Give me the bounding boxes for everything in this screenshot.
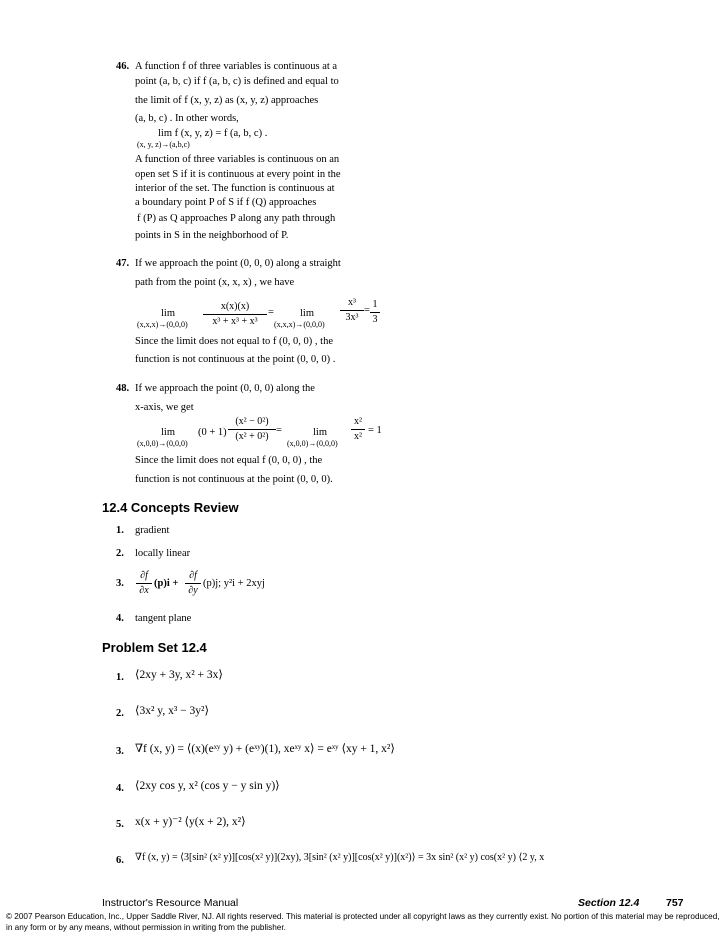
item-answer: ∇f (x, y) = ⟨(x)(eˣʸ y) + (eˣʸ)(1), xeˣʸ x⟩ = eˣʸ ⟨xy + 1, x²⟩ xyxy=(135,743,395,755)
equals-sign: = xyxy=(276,425,282,436)
item-answer: ⟨2xy + 3y, x² + 3x⟩ xyxy=(135,669,223,681)
item-number: 6. xyxy=(116,855,124,866)
item-number: 1. xyxy=(116,525,124,536)
denominator: 3 xyxy=(372,314,378,325)
limit-subscript: (x,x,x)→(0,0,0) xyxy=(274,320,325,329)
problem-text-line: f (P) as Q approaches P along any path through xyxy=(137,213,336,224)
footer-manual-title: Instructor's Resource Manual xyxy=(102,897,239,909)
item-number: 4. xyxy=(116,783,124,794)
problem-text-line: Since the limit does not equal f (0, 0, 0) , the xyxy=(135,455,323,466)
problem-text-line: A function of three variables is continuous on an xyxy=(135,154,340,165)
limit-word: lim xyxy=(161,427,176,438)
denominator: (x² + 0²) xyxy=(235,431,269,442)
numerator: x² xyxy=(354,416,362,427)
item-answer-part: (p)j; y²i + 2xyj xyxy=(203,578,265,589)
numerator: (x² − 0²) xyxy=(235,416,269,427)
item-number: 1. xyxy=(116,672,124,683)
problem-text-line: open set S if it is continuous at every point in the xyxy=(135,169,341,180)
section-heading: Problem Set 12.4 xyxy=(102,640,207,655)
fraction xyxy=(203,302,267,327)
limit-subscript: (x,0,0)→(0,0,0) xyxy=(287,439,338,448)
result: = 1 xyxy=(368,425,382,436)
factor: (0 + 1) xyxy=(198,427,227,438)
problem-text-line: point (a, b, c) if f (a, b, c) is defined and equal to xyxy=(135,76,339,87)
fraction xyxy=(340,298,364,323)
numerator: x(x)(x) xyxy=(220,301,250,312)
item-number: 5. xyxy=(116,819,124,830)
item-answer: ⟨2xy cos y, x² (cos y − y sin y)⟩ xyxy=(135,780,280,792)
fraction-bar xyxy=(228,429,276,430)
item-answer: locally linear xyxy=(135,548,191,559)
limit-expression: lim f (x, y, z) = f (a, b, c) . xyxy=(158,128,268,139)
fraction xyxy=(228,417,276,442)
limit-subscript: (x, y, z)→(a,b,c) xyxy=(137,140,190,149)
item-number: 2. xyxy=(116,708,124,719)
problem-text-line: path from the point (x, x, x) , we have xyxy=(135,277,295,288)
numerator: 1 xyxy=(372,299,378,310)
fraction-bar xyxy=(340,310,364,311)
denominator: 3x³ xyxy=(345,312,359,323)
item-answer: ∇f (x, y) = ⟨3[sin² (x² y)][cos(x² y)](2xy), 3[sin² (x² y)][cos(x² y)](x²)⟩ = 3x sin² (x² y) cos(x² y) ⟨2 y, x xyxy=(135,852,545,863)
item-number: 3. xyxy=(116,578,124,589)
problem-number: 47. xyxy=(116,258,130,269)
problem-text-line: If we approach the point (0, 0, 0) along a straight xyxy=(135,258,341,269)
problem-text-line: Since the limit does not equal to f (0, 0, 0) , the xyxy=(135,336,334,347)
limit-subscript: (x,0,0)→(0,0,0) xyxy=(137,439,188,448)
limit-word: lim xyxy=(161,308,176,319)
fraction xyxy=(351,417,365,442)
item-number: 2. xyxy=(116,548,124,559)
denominator: x² xyxy=(354,431,362,442)
fraction xyxy=(370,300,380,325)
numerator: ∂f xyxy=(140,570,148,581)
item-number: 3. xyxy=(116,746,124,757)
item-answer: gradient xyxy=(135,525,170,536)
numerator: ∂f xyxy=(189,570,197,581)
item-number: 4. xyxy=(116,613,124,624)
problem-text-line: a boundary point P of S if f (Q) approaches xyxy=(135,197,317,208)
fraction-bar xyxy=(370,312,380,313)
problem-text-line: A function f of three variables is continuous at a xyxy=(135,61,338,72)
problem-number: 46. xyxy=(116,61,130,72)
problem-text-line: interior of the set. The function is continuous at xyxy=(135,183,335,194)
fraction-bar xyxy=(351,429,365,430)
problem-text-line: function is not continuous at the point (0, 0, 0). xyxy=(135,474,333,485)
item-answer: ⟨3x² y, x³ − 3y²⟩ xyxy=(135,705,209,717)
partial-fraction xyxy=(185,571,201,596)
denominator: x³ + x³ + x³ xyxy=(212,316,258,327)
limit-word: lim xyxy=(300,308,315,319)
limit-word: lim xyxy=(313,427,328,438)
problem-text-line: (a, b, c) . In other words, xyxy=(135,113,239,124)
denominator: ∂x xyxy=(139,585,149,596)
fraction-bar xyxy=(203,314,267,315)
item-answer: x(x + y)⁻² ⟨y(x + 2), x²⟩ xyxy=(135,816,246,828)
equals-sign: = xyxy=(364,305,370,316)
problem-text-line: function is not continuous at the point (0, 0, 0) . xyxy=(135,354,336,365)
limit-subscript: (x,x,x)→(0,0,0) xyxy=(137,320,188,329)
fraction-bar xyxy=(136,583,152,584)
problem-text-line: the limit of f (x, y, z) as (x, y, z) approaches xyxy=(135,95,319,106)
problem-text-line: If we approach the point (0, 0, 0) along the xyxy=(135,383,315,394)
copyright-notice: © 2007 Pearson Education, Inc., Upper Saddle River, NJ. All rights reserved. This material is protected under all copyright laws as they currently exist. No portion of this material may be reproduced, in any form or by any means, without permission in writing from the publisher. xyxy=(6,912,720,932)
section-heading: 12.4 Concepts Review xyxy=(102,500,239,515)
denominator: ∂y xyxy=(188,585,198,596)
equals-sign: = xyxy=(268,307,274,318)
footer-section: Section 12.4 xyxy=(578,897,640,909)
problem-number: 48. xyxy=(116,383,130,394)
page-number: 757 xyxy=(666,897,684,909)
item-answer: tangent plane xyxy=(135,613,192,624)
item-answer-part: (p)i + xyxy=(154,578,179,589)
fraction-bar xyxy=(185,583,201,584)
problem-text-line: points in S in the neighborhood of P. xyxy=(135,230,289,241)
partial-fraction xyxy=(136,571,152,596)
problem-text-line: x-axis, we get xyxy=(135,402,194,413)
numerator: x³ xyxy=(348,297,356,308)
